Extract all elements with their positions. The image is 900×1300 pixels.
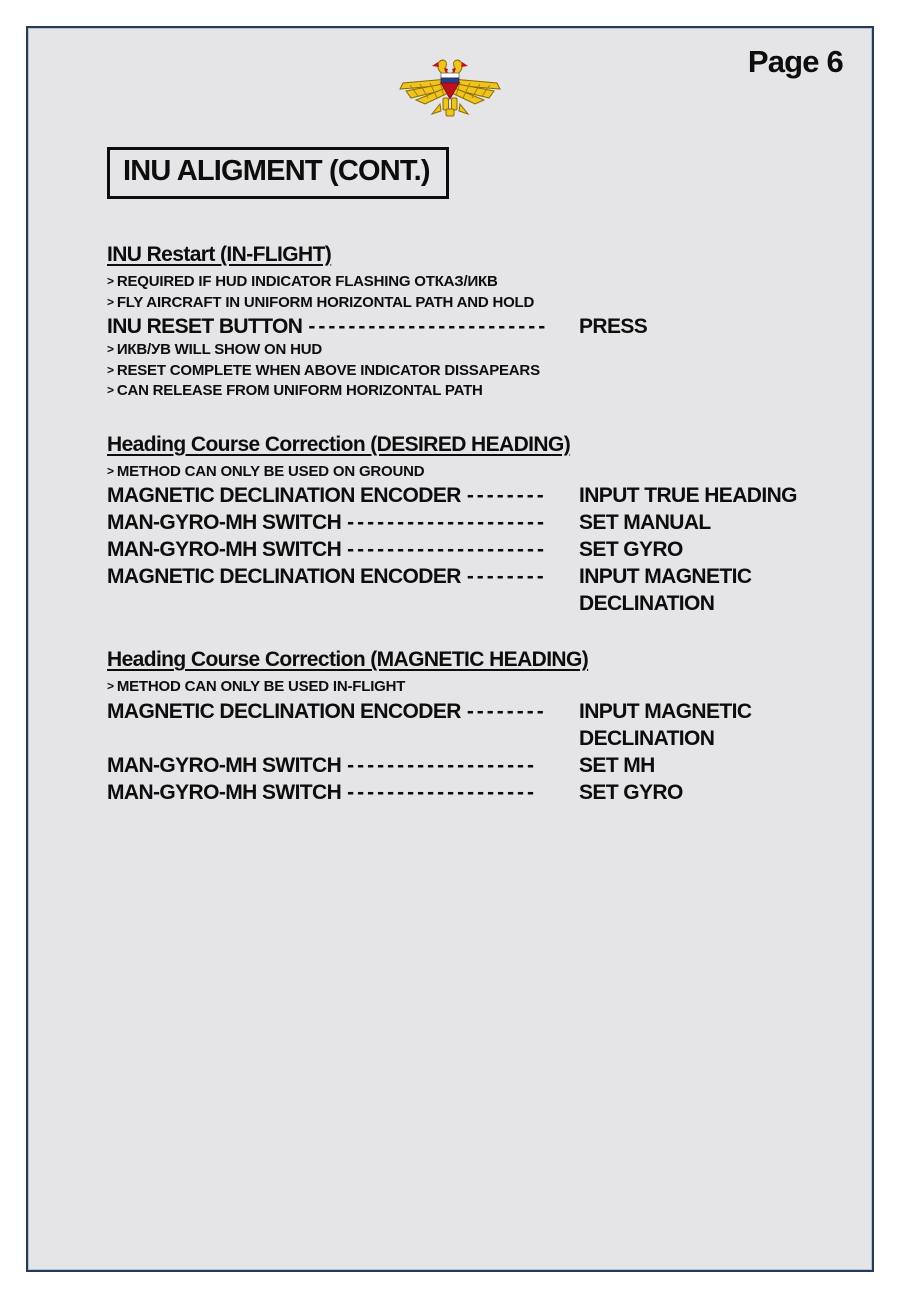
bullet-icon: >: [107, 383, 114, 397]
note-text: METHOD CAN ONLY BE USED IN-FLIGHT: [116, 678, 406, 695]
item-label: MAN-GYRO-MH SWITCH: [107, 753, 342, 777]
item-action: INPUT TRUE HEADING: [579, 484, 797, 507]
document-page: [26, 26, 874, 1272]
leader-dashes: -------------------: [347, 780, 538, 804]
note-line: [107, 272, 847, 293]
note-line: [107, 361, 847, 382]
item-label: MAGNETIC DECLINATION ENCODER: [107, 565, 461, 588]
item-label: MAGNETIC DECLINATION ENCODER: [107, 484, 461, 507]
note-text: FLY AIRCRAFT IN UNIFORM HORIZONTAL PATH AND HOLD: [116, 293, 535, 311]
leader-dashes: --------: [466, 484, 547, 507]
note-line: [107, 340, 847, 361]
section-heading: Heading Course Correction (MAGNETIC HEADING): [107, 648, 589, 671]
bullet-icon: >: [107, 463, 114, 478]
leader-dashes: --------------------: [347, 538, 548, 561]
leader-dashes: -------------------: [347, 753, 538, 777]
checklist-item: [107, 752, 579, 779]
checklist-item: [107, 698, 579, 725]
checklist-item: [107, 779, 579, 806]
note-text: METHOD CAN ONLY BE USED ON GROUND: [116, 462, 425, 480]
checklist-row: [107, 698, 847, 752]
checklist-row: [107, 509, 847, 536]
note-text: CAN RELEASE FROM UNIFORM HORIZONTAL PATH: [116, 382, 483, 399]
item-action: PRESS: [579, 315, 648, 338]
item-action: INPUT MAGNETIC DECLINATION: [579, 565, 752, 615]
item-label: INU RESET BUTTON: [107, 315, 303, 338]
item-label: MAGNETIC DECLINATION ENCODER: [107, 699, 461, 723]
page-content: [107, 28, 847, 837]
item-label: MAN-GYRO-MH SWITCH: [107, 780, 342, 804]
bullet-icon: >: [107, 342, 114, 356]
item-action: INPUT MAGNETIC DECLINATION: [579, 699, 752, 750]
checklist-item: [107, 563, 579, 590]
sections: [107, 243, 847, 806]
note-line: [107, 381, 847, 402]
section-heading: INU Restart (IN-FLIGHT): [107, 243, 332, 266]
checklist-item: [107, 313, 579, 340]
item-label: MAN-GYRO-MH SWITCH: [107, 538, 342, 561]
item-action: SET GYRO: [579, 780, 683, 804]
bullet-icon: >: [107, 274, 114, 288]
checklist-row: [107, 752, 847, 779]
page-number: Page 6: [747, 44, 843, 79]
note-text: REQUIRED IF HUD INDICATOR FLASHING ОТКАЗ/ИКВ: [116, 273, 498, 290]
bullet-icon: >: [107, 294, 114, 309]
bullet-icon: >: [107, 679, 114, 693]
note-line: [107, 293, 847, 314]
checklist-row: [107, 313, 847, 340]
page-title: INU ALIGMENT (CONT.): [107, 147, 449, 199]
checklist-row: [107, 779, 847, 806]
note-line: [107, 677, 847, 698]
note-text: ИКВ/УВ WILL SHOW ON HUD: [116, 341, 323, 358]
note-text: RESET COMPLETE WHEN ABOVE INDICATOR DISSAPEARS: [116, 361, 540, 379]
item-action: SET MANUAL: [579, 511, 711, 534]
section: [107, 243, 847, 402]
checklist-item: [107, 482, 579, 509]
section-heading: Heading Course Correction (DESIRED HEADING): [107, 432, 571, 456]
bullet-icon: >: [107, 362, 114, 377]
checklist-item: [107, 509, 579, 536]
leader-dashes: ------------------------: [308, 315, 549, 338]
item-action: SET MH: [579, 753, 655, 777]
item-label: MAN-GYRO-MH SWITCH: [107, 511, 342, 534]
item-action: SET GYRO: [579, 538, 683, 561]
checklist-item: [107, 536, 579, 563]
section: [107, 433, 847, 618]
leader-dashes: --------------------: [347, 511, 548, 534]
leader-dashes: --------: [466, 565, 547, 588]
checklist-row: [107, 536, 847, 563]
checklist-row: [107, 563, 847, 617]
leader-dashes: --------: [466, 699, 547, 723]
section: [107, 648, 847, 806]
checklist-row: [107, 482, 847, 509]
note-line: [107, 462, 847, 483]
